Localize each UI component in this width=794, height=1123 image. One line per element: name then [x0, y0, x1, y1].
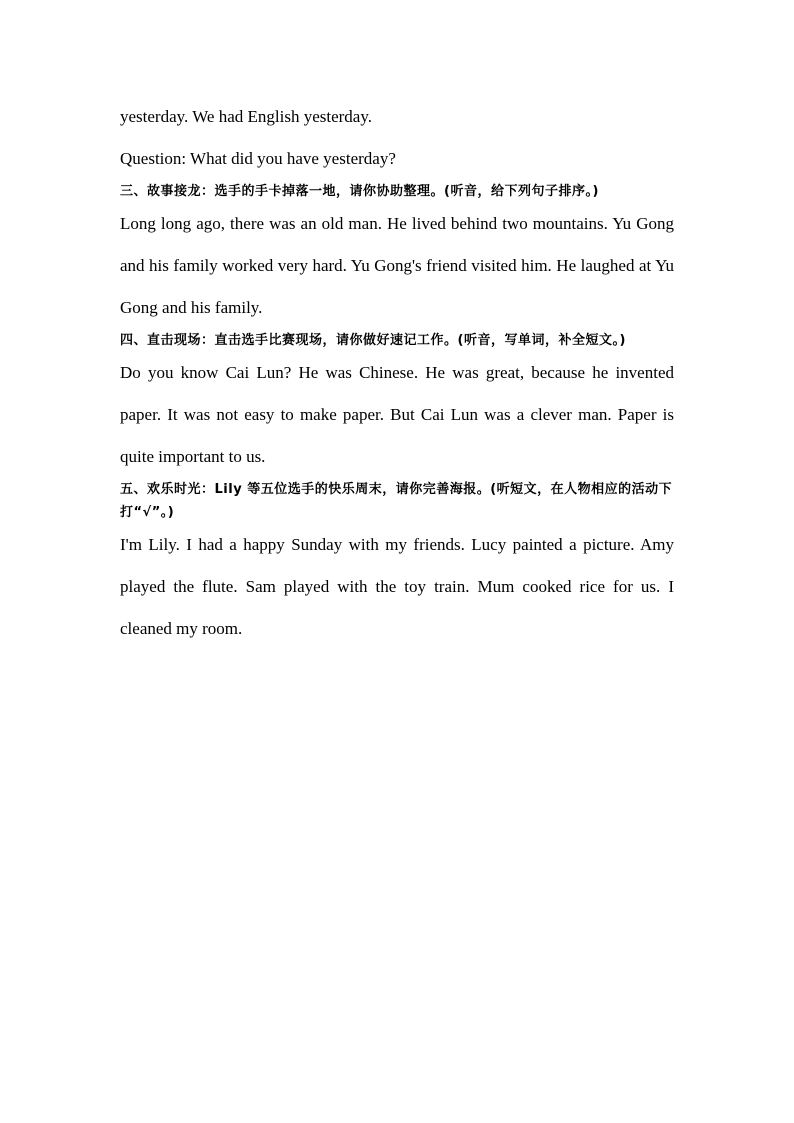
document-page — [120, 96, 674, 650]
section-body-3: Long long ago, there was an old man. He lived behind two mountains. Yu Gong and his family worked very hard. Yu Gong's friend visited him. He laughed at Yu Gong and his family. — [120, 214, 674, 317]
section-heading-5: 五、欢乐时光：Lily 等五位选手的快乐周末，请你完善海报。(听短文，在人物相应的活动下打“√”。) — [120, 482, 673, 520]
paragraph-yesterday: yesterday. We had English yesterday. — [120, 107, 372, 126]
section-heading-3: 三、故事接龙：选手的手卡掉落一地，请你协助整理。(听音，给下列句子排序。) — [120, 184, 599, 199]
section-body-4: Do you know Cai Lun? He was Chinese. He was great, because he invented paper. It was not easy to make paper. But Cai Lun was a clever man. Paper is quite important to us. — [120, 363, 674, 466]
section-body-5: I'm Lily. I had a happy Sunday with my friends. Lucy painted a picture. Amy played the flute. Sam played with the toy train. Mum cooked rice for us. I cleaned my room. — [120, 535, 674, 638]
paragraph-question: Question: What did you have yesterday? — [120, 149, 396, 168]
section-heading-4: 四、直击现场：直击选手比赛现场，请你做好速记工作。(听音，写单词，补全短文。) — [120, 333, 626, 348]
